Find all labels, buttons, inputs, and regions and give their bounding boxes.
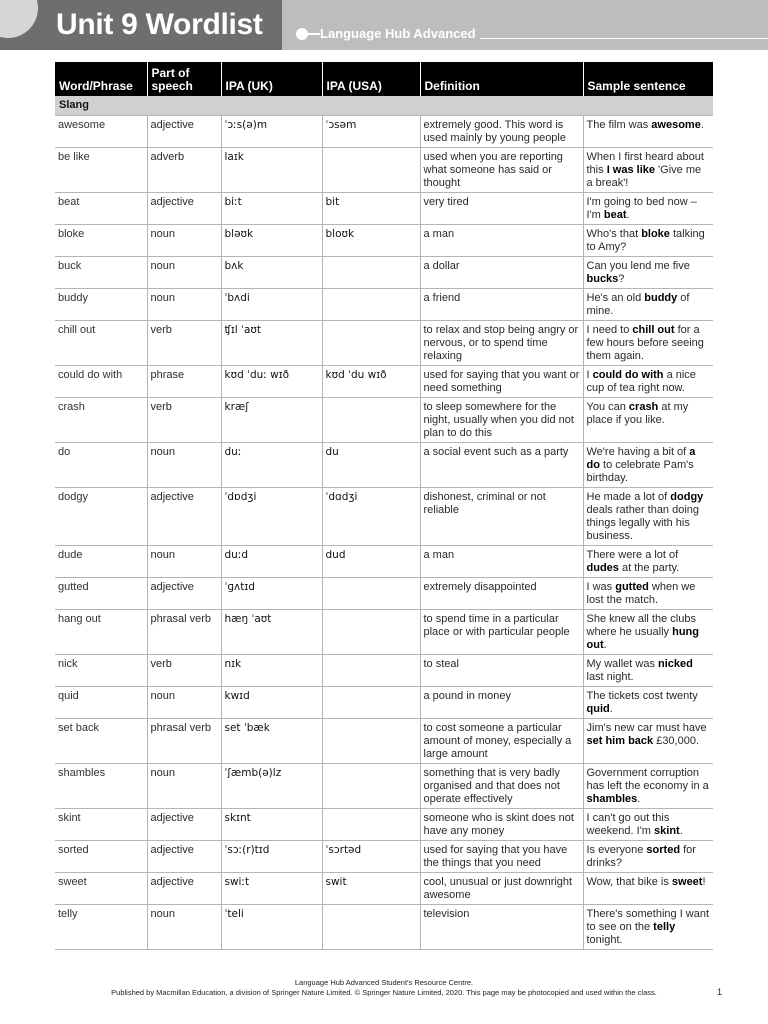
table-row xyxy=(55,398,713,443)
ipa-usa-cell: dud xyxy=(322,546,420,578)
word-cell: gutted xyxy=(55,578,147,610)
sample-sentence-cell xyxy=(583,193,713,225)
sample-text-before: He made a lot of xyxy=(586,491,671,503)
sample-sentence-cell xyxy=(583,148,713,193)
word-cell: buck xyxy=(55,257,147,289)
sample-keyword: buddy xyxy=(644,292,678,304)
sample-text-before: Government corruption has left the economy in a xyxy=(586,767,709,792)
table-row xyxy=(55,488,713,546)
sample-text-after: tonight. xyxy=(586,934,623,946)
sample-sentence-cell xyxy=(583,289,713,321)
sample-text-before: He's an old xyxy=(586,292,645,304)
sample-text-after: . xyxy=(637,793,641,805)
ipa-usa-cell xyxy=(322,257,420,289)
header-brand-band xyxy=(282,0,768,50)
definition-cell: a friend xyxy=(420,289,583,321)
sample-text-before: The film was xyxy=(586,119,652,131)
sample-sentence-cell xyxy=(583,366,713,398)
sample-text-before: The tickets cost twenty xyxy=(586,690,698,702)
definition-cell: a dollar xyxy=(420,257,583,289)
part-of-speech-cell: adverb xyxy=(147,148,221,193)
table-row xyxy=(55,116,713,148)
sample-text-before: Jim's new car must have xyxy=(586,722,707,734)
part-of-speech-cell: noun xyxy=(147,764,221,809)
sample-keyword: awesome xyxy=(651,119,701,131)
sample-text-after: talking to Amy? xyxy=(586,228,705,253)
part-of-speech-cell: noun xyxy=(147,289,221,321)
brand-rule xyxy=(480,38,768,39)
part-of-speech-cell: adjective xyxy=(147,841,221,873)
sample-text-after: to celebrate Pam's birthday. xyxy=(586,459,694,484)
table-row xyxy=(55,610,713,655)
part-of-speech-cell: phrase xyxy=(147,366,221,398)
word-cell: beat xyxy=(55,193,147,225)
definition-cell: very tired xyxy=(420,193,583,225)
ipa-usa-cell: swit xyxy=(322,873,420,905)
definition-cell: used for saying that you want or need something xyxy=(420,366,583,398)
sample-keyword: dodgy xyxy=(670,491,704,503)
ipa-uk-cell: ˈsɔː(r)tɪd xyxy=(221,841,322,873)
sample-text-after: at my place if you like. xyxy=(586,401,689,426)
column-header-definition: Definition xyxy=(420,62,583,96)
part-of-speech-cell: adjective xyxy=(147,116,221,148)
definition-cell: a man xyxy=(420,546,583,578)
part-of-speech-cell: adjective xyxy=(147,578,221,610)
table-row xyxy=(55,719,713,764)
sample-text-after: £30,000. xyxy=(653,735,700,747)
table-row xyxy=(55,578,713,610)
sample-text-before: You can xyxy=(586,401,629,413)
sample-text-after: . xyxy=(700,119,704,131)
ipa-uk-cell: set ˈbæk xyxy=(221,719,322,764)
ipa-uk-cell: biːt xyxy=(221,193,322,225)
part-of-speech-cell: phrasal verb xyxy=(147,719,221,764)
sample-keyword: hung out xyxy=(586,626,699,651)
part-of-speech-cell: adjective xyxy=(147,809,221,841)
sample-text-before: She knew all the clubs where he usually xyxy=(586,613,696,638)
sample-sentence-cell xyxy=(583,225,713,257)
column-header-sample: Sample sentence xyxy=(583,62,713,96)
sample-text-after: at the party. xyxy=(618,562,680,574)
ipa-usa-cell: ˈsɔrtəd xyxy=(322,841,420,873)
part-of-speech-cell: noun xyxy=(147,443,221,488)
ipa-uk-cell: ʧɪl ˈaʊt xyxy=(221,321,322,366)
sample-text-after: ? xyxy=(618,273,625,285)
definition-cell: cool, unusual or just downright awesome xyxy=(420,873,583,905)
sample-text-before: There's something I want to see on the xyxy=(586,908,710,933)
sample-sentence-cell xyxy=(583,719,713,764)
sample-keyword: sweet xyxy=(671,876,703,888)
sample-text-before: I xyxy=(586,369,593,381)
part-of-speech-cell: noun xyxy=(147,546,221,578)
sample-keyword: skint xyxy=(654,825,680,837)
definition-cell: used for saying that you have the things that you need xyxy=(420,841,583,873)
definition-cell: used when you are reporting what someone has said or thought xyxy=(420,148,583,193)
sample-keyword: quid xyxy=(586,703,610,715)
word-cell: set back xyxy=(55,719,147,764)
table-row xyxy=(55,873,713,905)
part-of-speech-cell: phrasal verb xyxy=(147,610,221,655)
part-of-speech-cell: noun xyxy=(147,257,221,289)
word-cell: nick xyxy=(55,655,147,687)
sample-text-after: ! xyxy=(702,876,706,888)
sample-text-after: . xyxy=(609,703,613,715)
ipa-uk-cell: bləʊk xyxy=(221,225,322,257)
sample-keyword: shambles xyxy=(586,793,638,805)
sample-text-before: There were a lot of xyxy=(586,549,679,561)
ipa-uk-cell: ˈbʌdi xyxy=(221,289,322,321)
part-of-speech-cell: noun xyxy=(147,687,221,719)
table-row xyxy=(55,289,713,321)
definition-cell: something that is very badly organised and that does not operate effectively xyxy=(420,764,583,809)
table-header-row xyxy=(55,62,713,96)
ipa-usa-cell xyxy=(322,578,420,610)
sample-keyword: could do with xyxy=(592,369,664,381)
footer xyxy=(0,978,768,998)
ipa-uk-cell: ˈdɒdʒi xyxy=(221,488,322,546)
word-cell: skint xyxy=(55,809,147,841)
sample-text-after: a nice cup of tea right now. xyxy=(586,369,696,394)
sample-text-after: when we lost the match. xyxy=(586,581,696,606)
part-of-speech-cell: verb xyxy=(147,655,221,687)
sample-sentence-cell xyxy=(583,905,713,950)
ipa-usa-cell xyxy=(322,321,420,366)
word-cell: bloke xyxy=(55,225,147,257)
sample-sentence-cell xyxy=(583,873,713,905)
sample-keyword: sorted xyxy=(646,844,681,856)
sample-keyword: chill out xyxy=(632,324,675,336)
word-cell: be like xyxy=(55,148,147,193)
definition-cell: a pound in money xyxy=(420,687,583,719)
column-header-pos: Part of speech xyxy=(147,62,221,96)
word-cell: quid xyxy=(55,687,147,719)
part-of-speech-cell: verb xyxy=(147,398,221,443)
ipa-usa-cell xyxy=(322,687,420,719)
table-row xyxy=(55,257,713,289)
sample-text-before: Is everyone xyxy=(586,844,647,856)
sample-text-after: 'Give me a break'! xyxy=(586,164,702,189)
sample-text-before: When I first heard about this xyxy=(586,151,704,176)
word-cell: awesome xyxy=(55,116,147,148)
sample-sentence-cell xyxy=(583,578,713,610)
sample-sentence-cell xyxy=(583,116,713,148)
sample-keyword: I was like xyxy=(606,164,655,176)
sample-text-after: . xyxy=(626,209,630,221)
ipa-usa-cell xyxy=(322,610,420,655)
definition-cell: dishonest, criminal or not reliable xyxy=(420,488,583,546)
table-row xyxy=(55,905,713,950)
sample-sentence-cell xyxy=(583,610,713,655)
sample-sentence-cell xyxy=(583,398,713,443)
part-of-speech-cell: adjective xyxy=(147,193,221,225)
ipa-uk-cell: swiːt xyxy=(221,873,322,905)
sample-text-after: deals rather than doing things legally with his business. xyxy=(586,504,700,542)
definition-cell: television xyxy=(420,905,583,950)
ipa-usa-cell xyxy=(322,148,420,193)
word-cell: could do with xyxy=(55,366,147,398)
sample-text-after: . xyxy=(603,639,607,651)
part-of-speech-cell: noun xyxy=(147,905,221,950)
sample-text-after: . xyxy=(679,825,683,837)
sample-keyword: bloke xyxy=(641,228,670,240)
column-header-ipa-uk: IPA (UK) xyxy=(221,62,322,96)
sample-keyword: a do xyxy=(586,446,696,471)
definition-cell: to spend time in a particular place or with particular people xyxy=(420,610,583,655)
ipa-usa-cell xyxy=(322,289,420,321)
sample-sentence-cell xyxy=(583,257,713,289)
word-cell: dude xyxy=(55,546,147,578)
ipa-usa-cell xyxy=(322,764,420,809)
sample-text-before: Wow, that bike is xyxy=(586,876,672,888)
sample-keyword: dudes xyxy=(586,562,619,574)
table-row xyxy=(55,764,713,809)
definition-cell: a social event such as a party xyxy=(420,443,583,488)
sample-sentence-cell xyxy=(583,764,713,809)
ipa-usa-cell: bit xyxy=(322,193,420,225)
ipa-uk-cell: duːd xyxy=(221,546,322,578)
table-row xyxy=(55,321,713,366)
brand-name: Language Hub Advanced xyxy=(320,26,480,41)
sample-sentence-cell xyxy=(583,809,713,841)
definition-cell: to steal xyxy=(420,655,583,687)
ipa-uk-cell: ˈɡʌtɪd xyxy=(221,578,322,610)
sample-text-before: Can you lend me five xyxy=(586,260,690,272)
ipa-uk-cell: kræʃ xyxy=(221,398,322,443)
table-row xyxy=(55,546,713,578)
ipa-uk-cell: bʌk xyxy=(221,257,322,289)
ipa-uk-cell: kwɪd xyxy=(221,687,322,719)
table-row xyxy=(55,841,713,873)
page-number: 1 xyxy=(716,987,722,997)
part-of-speech-cell: adjective xyxy=(147,873,221,905)
definition-cell: to cost someone a particular amount of money, especially a large amount xyxy=(420,719,583,764)
sample-text-after: of mine. xyxy=(586,292,690,317)
word-cell: chill out xyxy=(55,321,147,366)
sample-keyword: gutted xyxy=(615,581,649,593)
ipa-usa-cell: ˈɔsəm xyxy=(322,116,420,148)
table-row xyxy=(55,687,713,719)
word-cell: do xyxy=(55,443,147,488)
sample-keyword: bucks xyxy=(586,273,619,285)
word-cell: shambles xyxy=(55,764,147,809)
definition-cell: to sleep somewhere for the night, usually when you did not plan to do this xyxy=(420,398,583,443)
table-row xyxy=(55,443,713,488)
ipa-usa-cell: kʊd ˈdu wɪð xyxy=(322,366,420,398)
sample-sentence-cell xyxy=(583,443,713,488)
ipa-uk-cell: kʊd ˈduː wɪð xyxy=(221,366,322,398)
sample-text-after: for drinks? xyxy=(586,844,696,869)
ipa-usa-cell xyxy=(322,655,420,687)
sample-text-after: for a few hours before seeing them again. xyxy=(586,324,704,362)
sample-keyword: set him back xyxy=(586,735,654,747)
sample-sentence-cell xyxy=(583,687,713,719)
word-cell: sweet xyxy=(55,873,147,905)
ipa-uk-cell: nɪk xyxy=(221,655,322,687)
wordlist-table xyxy=(55,62,713,950)
table-row xyxy=(55,366,713,398)
ipa-usa-cell xyxy=(322,719,420,764)
table-row xyxy=(55,148,713,193)
sample-text-before: We're having a bit of xyxy=(586,446,690,458)
table-row xyxy=(55,225,713,257)
sample-text-before: My wallet was xyxy=(586,658,659,670)
sample-text-before: Who's that xyxy=(586,228,642,240)
sample-keyword: nicked xyxy=(658,658,693,670)
footer-line-1: Language Hub Advanced Student's Resource Centre. xyxy=(294,978,474,987)
definition-cell: someone who is skint does not have any money xyxy=(420,809,583,841)
ipa-uk-cell: hæŋ ˈaʊt xyxy=(221,610,322,655)
ipa-uk-cell: laɪk xyxy=(221,148,322,193)
definition-cell: a man xyxy=(420,225,583,257)
sample-text-before: I'm going to bed now – I'm xyxy=(586,196,697,221)
word-cell: telly xyxy=(55,905,147,950)
word-cell: hang out xyxy=(55,610,147,655)
sample-sentence-cell xyxy=(583,321,713,366)
column-header-ipa-usa: IPA (USA) xyxy=(322,62,420,96)
part-of-speech-cell: adjective xyxy=(147,488,221,546)
definition-cell: to relax and stop being angry or nervous, or to spend time relaxing xyxy=(420,321,583,366)
sample-keyword: telly xyxy=(653,921,676,933)
word-cell: dodgy xyxy=(55,488,147,546)
table-row xyxy=(55,809,713,841)
sample-text-after: last night. xyxy=(586,671,634,683)
word-cell: crash xyxy=(55,398,147,443)
ipa-usa-cell: du xyxy=(322,443,420,488)
ipa-usa-cell: ˈdɑdʒi xyxy=(322,488,420,546)
column-header-word: Word/Phrase xyxy=(55,62,147,96)
word-cell: buddy xyxy=(55,289,147,321)
ipa-uk-cell: ˈʃæmb(ə)lz xyxy=(221,764,322,809)
sample-sentence-cell xyxy=(583,655,713,687)
page-title: Unit 9 Wordlist xyxy=(56,8,263,41)
sample-text-before: I was xyxy=(586,581,616,593)
sample-sentence-cell xyxy=(583,546,713,578)
definition-cell: extremely good. This word is used mainly by young people xyxy=(420,116,583,148)
word-cell: sorted xyxy=(55,841,147,873)
part-of-speech-cell: noun xyxy=(147,225,221,257)
sample-text-before: I can't go out this weekend. I'm xyxy=(586,812,670,837)
ipa-uk-cell: ˈteli xyxy=(221,905,322,950)
footer-line-2: Published by Macmillan Education, a division of Springer Nature Limited. © Springer Nature Limited, 2020. This page may be photocopied and used within the class. xyxy=(111,988,657,997)
ipa-usa-cell: bloʊk xyxy=(322,225,420,257)
table-row xyxy=(55,193,713,225)
ipa-uk-cell: skɪnt xyxy=(221,809,322,841)
section-row xyxy=(55,96,713,116)
sample-keyword: beat xyxy=(603,209,627,221)
definition-cell: extremely disappointed xyxy=(420,578,583,610)
sample-sentence-cell xyxy=(583,488,713,546)
ipa-usa-cell xyxy=(322,809,420,841)
table-row xyxy=(55,655,713,687)
sample-sentence-cell xyxy=(583,841,713,873)
part-of-speech-cell: verb xyxy=(147,321,221,366)
section-label: Slang xyxy=(55,96,713,116)
ipa-usa-cell xyxy=(322,905,420,950)
sample-text-before: I need to xyxy=(586,324,633,336)
ipa-uk-cell: duː xyxy=(221,443,322,488)
sample-keyword: crash xyxy=(628,401,659,413)
ipa-usa-cell xyxy=(322,398,420,443)
brand-dot-icon xyxy=(296,28,308,40)
ipa-uk-cell: ˈɔːs(ə)m xyxy=(221,116,322,148)
